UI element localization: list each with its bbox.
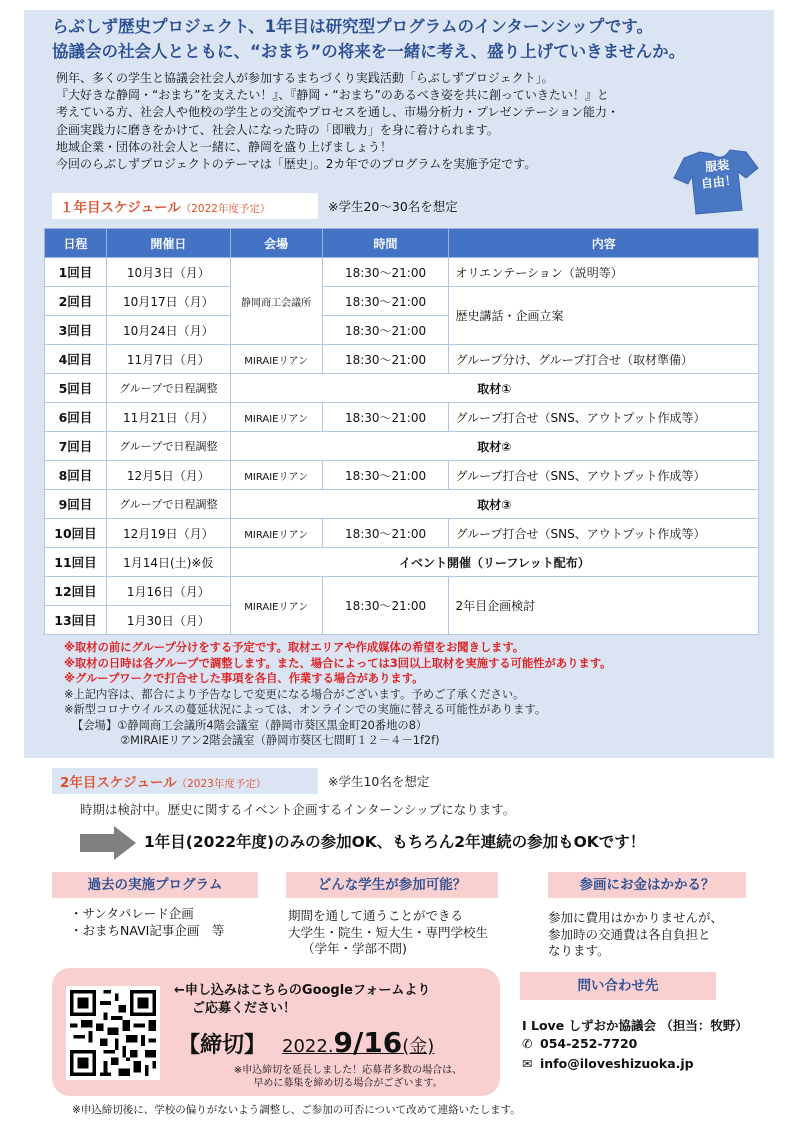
table-row: [45, 519, 759, 548]
important-note: ※グループワークで打合せした事項を各自、作業する場合があります。: [64, 672, 424, 685]
table-row: [45, 258, 759, 287]
session-venue: MIRAIEリアン: [230, 403, 322, 432]
application-heading: ←申し込みはこちらのGoogleフォームより ご応募ください！: [174, 983, 431, 1016]
session-content: グループ打合せ（SNS、アウトプット作成等）: [449, 403, 759, 432]
intro-line: 今回のらぶしずプロジェクトのテーマは「歴史」。2カ年でのプログラムを実施予定です。: [56, 157, 537, 172]
table-row: [45, 461, 759, 490]
list-item: ・おまちNAVI記事企画 等: [70, 922, 225, 938]
eligibility-text: 期間を通して通うことができる 大学生・院生・短大生・専門学校生 （学年・学部不問): [288, 908, 489, 956]
intro-line: 企画実践力に磨きをかけて、社会人になった時の「即戦力」を身に着けられます。: [56, 122, 499, 137]
session-date: グループで日程調整: [106, 490, 230, 519]
qr-code-icon[interactable]: [66, 986, 160, 1080]
session-time: 18:30～21:00: [322, 403, 449, 432]
year2-schedule-title: 2年目スケジュール（2023年度予定）: [52, 768, 318, 794]
session-number: 2回目: [45, 287, 107, 316]
session-date: 1月14日(土)※仮: [106, 548, 230, 577]
session-venue: 静岡商工会議所: [230, 258, 322, 345]
contact-phone[interactable]: ✆ 054-252-7720: [522, 1036, 638, 1051]
session-content: グループ打合せ（SNS、アウトプット作成等）: [449, 519, 759, 548]
table-row: [45, 490, 759, 519]
mail-icon: ✉: [522, 1056, 533, 1071]
session-date: 12月5日（月）: [106, 461, 230, 490]
session-time: 18:30～21:00: [322, 287, 449, 316]
session-time: 18:30～21:00: [322, 345, 449, 374]
session-number: 12回目: [45, 577, 107, 606]
headline: [52, 14, 762, 64]
session-content: オリエンテーション（説明等）: [449, 258, 759, 287]
session-number: 11回目: [45, 548, 107, 577]
venue-note: 【会場】①静岡商工会議所4階会議室（静岡市葵区黒金町20番地の8）: [72, 718, 428, 732]
session-content: グループ分け、グループ打合せ（取材準備）: [449, 345, 759, 374]
column-header: 日程: [45, 229, 107, 258]
session-venue: MIRAIEリアン: [230, 577, 322, 635]
table-row: [45, 287, 759, 316]
session-date: 11月7日（月）: [106, 345, 230, 374]
eligibility-heading: どんな学生が参加可能？: [286, 872, 498, 898]
column-header: 会場: [230, 229, 322, 258]
deadline-note: ※申込締切を延長しました！応募者多数の場合は、 早めに募集を締め切る場合がございます。: [233, 1065, 463, 1089]
session-date: グループで日程調整: [106, 432, 230, 461]
note: ※上記内容は、都合により予告なしで変更になる場合がございます。予めご了承ください。: [64, 687, 525, 701]
column-header: 開催日: [106, 229, 230, 258]
session-merged-content: 取材②: [230, 432, 758, 461]
contact-email[interactable]: ✉ info@iloveshizuoka.jp: [522, 1056, 694, 1071]
session-number: 6回目: [45, 403, 107, 432]
important-note: ※取材の日時は各グループで調整します。また、場合によっては3回以上取材を実施する可能性があります。: [64, 656, 612, 670]
session-date: 11月21日（月）: [106, 403, 230, 432]
table-row: [45, 374, 759, 403]
deadline-label: 【締切】: [178, 1033, 267, 1058]
session-venue: MIRAIEリアン: [230, 519, 322, 548]
session-number: 3回目: [45, 316, 107, 345]
schedule-table: [44, 228, 759, 635]
column-header: 時間: [322, 229, 449, 258]
session-merged-content: 取材①: [230, 374, 758, 403]
year2-note: ※学生10名を想定: [328, 774, 430, 789]
session-number: 7回目: [45, 432, 107, 461]
table-row: [45, 577, 759, 606]
past-programs-list: [70, 906, 270, 939]
session-time: 18:30～21:00: [322, 461, 449, 490]
table-header-row: [45, 229, 759, 258]
schedule-notes: [64, 640, 764, 749]
deadline-date: 2022.9/16(金): [282, 1026, 435, 1059]
year2-description: 時期は検討中。歴史に関するイベント企画するインターンシップになります。: [80, 802, 516, 817]
important-note: ※取材の前にグループ分けをする予定です。取材エリアや作成媒体の希望をお聞きします。: [64, 641, 525, 654]
session-date: 10月3日（月）: [106, 258, 230, 287]
session-date: 12月19日（月）: [106, 519, 230, 548]
session-time: 18:30～21:00: [322, 577, 449, 635]
table-row: [45, 345, 759, 374]
session-venue: MIRAIEリアン: [230, 345, 322, 374]
session-content: グループ打合せ（SNS、アウトプット作成等）: [449, 461, 759, 490]
session-date: 1月16日（月）: [106, 577, 230, 606]
session-time: 18:30～21:00: [322, 519, 449, 548]
session-number: 8回目: [45, 461, 107, 490]
participation-message: 1年目(2022年度)のみの参加OK、もちろん2年連続の参加もOKです！: [144, 833, 646, 851]
session-merged-content: イベント開催（リーフレット配布）: [230, 548, 758, 577]
session-date: 10月24日（月）: [106, 316, 230, 345]
cost-text: 参加に費用はかかりませんが、 参加時の交通費は各自負担と なります。: [548, 910, 724, 958]
list-item: ・サンタパレード企画: [70, 906, 194, 921]
table-row: [45, 432, 759, 461]
session-number: 9回目: [45, 490, 107, 519]
session-time: 18:30～21:00: [322, 316, 449, 345]
session-date: 10月17日（月）: [106, 287, 230, 316]
session-content: 2年目企画検討: [449, 577, 759, 635]
intro-line: 『大好きな静岡・“おまち”を支えたい！』、『静岡・“おまち”のあるべき姿を共に創っていきたい！』と: [56, 88, 609, 103]
session-number: 4回目: [45, 345, 107, 374]
footer-note: ※申込締切後に、学校の偏りがないよう調整し、ご参加の可否について改めて連絡いたします。: [72, 1104, 521, 1116]
session-number: 1回目: [45, 258, 107, 287]
venue-note: ②MIRAIEリアン2階会議室（静岡市葵区七間町１２－４－1f2f): [120, 734, 440, 747]
table-row: [45, 548, 759, 577]
note: ※新型コロナウイルスの蔓延状況によっては、オンラインでの実施に替える可能性があります。: [64, 703, 547, 716]
session-date: 1月30日（月）: [106, 606, 230, 635]
session-number: 13回目: [45, 606, 107, 635]
session-merged-content: 取材③: [230, 490, 758, 519]
session-venue: MIRAIEリアン: [230, 461, 322, 490]
intro-paragraph: [56, 70, 756, 173]
contact-heading: 問い合わせ先: [520, 972, 716, 1000]
column-header: 内容: [449, 229, 759, 258]
headline-line-2: 協議会の社会人とともに、“おまち”の将来を一緒に考え、盛り上げていきませんか。: [52, 42, 686, 61]
table-row: [45, 403, 759, 432]
past-programs-heading: 過去の実施プログラム: [52, 872, 258, 898]
deadline: [178, 1026, 434, 1059]
intro-line: 地域企業・団体の社会人と一緒に、静岡を盛り上げましょう！: [56, 139, 393, 154]
session-date: グループで日程調整: [106, 374, 230, 403]
arrow-right-icon: [80, 826, 136, 860]
year1-schedule-title: １年目スケジュール（2022年度予定）: [52, 193, 318, 219]
headline-line-1: らぶしず歴史プロジェクト、1年目は研究型プログラムのインターンシップです。: [52, 17, 653, 36]
session-number: 5回目: [45, 374, 107, 403]
contact-organization: I Love しずおか協議会 （担当：牧野）: [522, 1018, 748, 1033]
dress-code-badge: 服装 自由！: [700, 157, 738, 191]
year1-note: ※学生20～30名を想定: [328, 199, 458, 214]
cost-heading: 参画にお金はかかる？: [548, 872, 746, 898]
session-time: 18:30～21:00: [322, 258, 449, 287]
session-content: 歴史講話・企画立案: [449, 287, 759, 345]
phone-icon: ✆: [522, 1036, 533, 1051]
intro-line: 例年、多くの学生と協議会社会人が参加するまちづくり実践活動「らぶしずプロジェクト」。: [56, 71, 554, 85]
session-number: 10回目: [45, 519, 107, 548]
intro-line: 考えている方、社会人や他校の学生との交流やプロセスを通し、市場分析力・プレゼンテーション能力・: [56, 105, 620, 120]
